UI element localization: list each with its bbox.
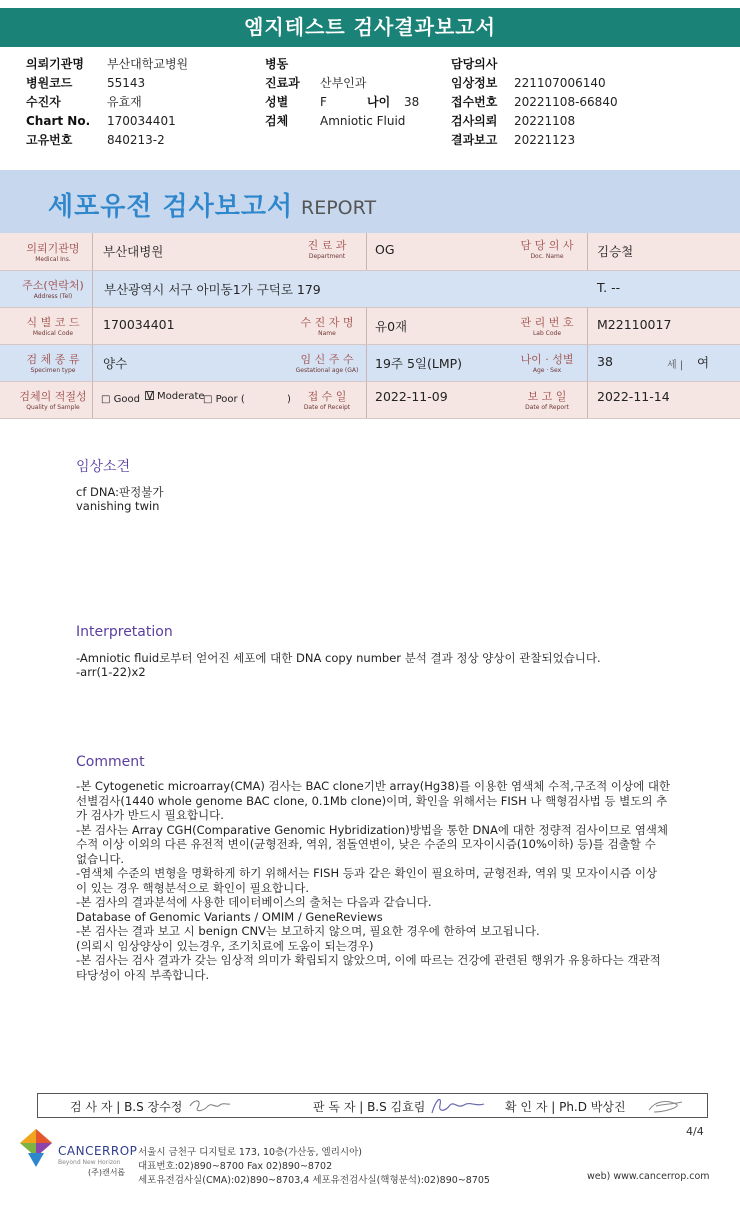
header-label: 진료과 (265, 76, 300, 90)
report-title: 세포유전 검사보고서 (48, 192, 294, 222)
header-label: 병동 (265, 57, 289, 71)
info-value-gestational-age: 19주 5일(LMP) (375, 356, 463, 371)
quality-moderate-check-mark: V (146, 389, 154, 402)
comment-line: -본 검사는 검사 결과가 갖는 임상적 의미가 확립되지 않았으며, 이에 따르는 건강에 관련된 행위가 유용하다는 객관적 (76, 953, 661, 967)
label-ko: 수 진 자 명 (300, 316, 354, 329)
quality-moderate-checkbox[interactable] (145, 391, 205, 402)
header-value: 55143 (107, 76, 146, 90)
clinical-findings-title: 임상소견 (76, 459, 131, 475)
header-value: 산부인과 (320, 76, 367, 90)
info-row-quality (0, 382, 740, 419)
header-value: 840213-2 (107, 133, 165, 147)
header-row-patient (26, 93, 188, 112)
info-value-tel: T. -- (597, 280, 621, 295)
header-value: F (320, 95, 327, 109)
header-label: 접수번호 (451, 95, 498, 109)
label-en: Address (Tel) (33, 293, 73, 300)
header-value: 170034401 (107, 114, 176, 128)
info-value-age-unit: 세 | (667, 360, 684, 371)
header-row-unique-no (26, 131, 188, 150)
header-value: 부산대학교병원 (107, 57, 189, 71)
label-ko: 검 체 종 류 (26, 353, 80, 366)
info-label-lab-code (508, 316, 586, 338)
footer-labs: 세포유전검사실(CMA):02)890~8703,4 세포유전검사실(핵형분석):02)890~8705 (138, 1175, 490, 1186)
header-label: 검사의뢰 (451, 114, 498, 128)
clinical-line: vanishing twin (76, 499, 160, 513)
header-value-age: 38 (404, 95, 420, 109)
clinical-line: cf DNA:판정불가 (76, 485, 164, 499)
info-value-specimen: 양수 (103, 356, 128, 371)
info-label-medical-code (14, 316, 92, 338)
header-label: 검체 (265, 114, 289, 128)
info-value-medical-code: 170034401 (103, 317, 175, 332)
header-value: 20221108-66840 (514, 95, 618, 109)
divider (92, 308, 93, 344)
info-value-lab-code: M22110017 (597, 317, 672, 332)
comment-title: Comment (76, 754, 145, 770)
info-label-quality (14, 390, 92, 412)
comment-line: 가 검사가 반드시 필요합니다. (76, 808, 224, 822)
divider (366, 345, 367, 381)
label-ko: 식 별 코 드 (26, 316, 80, 329)
quality-poor-checkbox[interactable]: □ Poor ( (203, 394, 245, 405)
header-value: 221107006140 (514, 76, 606, 90)
header-label: 병원코드 (26, 76, 73, 90)
signature-confirmer: 확 인 자 | Ph.D 박상진 (505, 1100, 626, 1114)
info-row-institution (0, 233, 740, 271)
footer-address: 서울시 금천구 디지털로 173, 10층(가산동, 엘리시아) (138, 1147, 362, 1158)
comment-line: -본 Cytogenetic microarray(CMA) 검사는 BAC clone기반 array(Hg38)를 이용한 염색체 수적,구조적 이상에 대한 (76, 779, 671, 793)
header-row-sex-age (265, 93, 419, 112)
divider (366, 382, 367, 418)
header-column-3 (451, 55, 618, 150)
header-row-institution (26, 55, 188, 74)
info-row-codes (0, 308, 740, 345)
divider (587, 308, 588, 344)
info-label-doctor (508, 239, 586, 261)
divider (366, 308, 367, 344)
label-ko: 검체의 적절성 (19, 390, 87, 403)
comment-line: (의뢰시 임상양상이 있는경우, 조기치료에 도움이 되는경우) (76, 938, 374, 953)
label-ko: 나이 · 성별 (520, 353, 574, 366)
info-label-age-sex (508, 353, 586, 375)
divider (92, 382, 93, 418)
footer-company: (주)캔서롭 (88, 1168, 126, 1177)
comment-line: -본 검사는 Array CGH(Comparative Genomic Hybridization)방법을 통한 DNA에 대한 정량적 검사이므로 염색체 (76, 822, 669, 837)
signature-tester: 검 사 자 | B.S 장수정 (70, 1100, 183, 1114)
header-row-hospital-code (26, 74, 188, 93)
comment-line: 없습니다. (76, 851, 125, 866)
label-en: Doc. Name (530, 253, 564, 260)
info-row-address (0, 271, 740, 308)
divider (92, 233, 93, 270)
info-label-gestational-age (288, 353, 366, 375)
header-value: Amniotic Fluid (320, 114, 406, 128)
interpretation-line: -Amniotic fluid로부터 얻어진 세포에 대한 DNA copy number 분석 결과 정상 양상이 관찰되었습니다. (76, 651, 601, 665)
label-en: Specimen type (30, 367, 76, 374)
label-en: Date of Receipt (303, 404, 351, 411)
info-value-name: 유0재 (375, 319, 408, 334)
header-row-department (265, 74, 419, 93)
comment-line: 선별검사(1440 whole genome BAC clone, 0.1Mb clone)이며, 확인을 위해서는 FISH 나 핵형검사법 등 별도의 추 (76, 793, 668, 808)
page-number: 4/4 (686, 1125, 704, 1138)
header-row-request-date (451, 112, 618, 131)
header-row-receipt-no (451, 93, 618, 112)
footer-logo-text: CANCERROP (58, 1144, 138, 1158)
signature-tester-handwriting-icon (188, 1097, 232, 1115)
header-row-chart-no (26, 112, 188, 131)
header-row-clinical-info (451, 74, 618, 93)
header-label: 성별 (265, 95, 289, 109)
label-en: Department (308, 253, 346, 260)
header-label: 담당의사 (451, 57, 498, 71)
label-ko: 담 당 의 사 (520, 239, 574, 252)
header-column-1 (26, 55, 188, 150)
header-label: Chart No. (26, 114, 91, 128)
info-value-doctor: 김승철 (597, 244, 634, 259)
comment-line: 타당성이 아직 부족합니다. (76, 967, 210, 982)
header-value: 20221108 (514, 114, 576, 128)
label-ko: 의뢰기관명 (26, 242, 80, 255)
info-row-specimen (0, 345, 740, 382)
info-label-report-date (508, 390, 586, 412)
label-en: Medical Code (32, 330, 74, 337)
comment-line: Database of Genomic Variants / OMIM / GeneReviews (76, 909, 383, 924)
header-label: 임상정보 (451, 76, 498, 90)
label-en: Age · Sex (532, 367, 562, 374)
label-en: Quality of Sample (26, 404, 80, 411)
comment-line: -염색체 수준의 변형을 명확하게 하기 위해서는 FISH 등과 같은 확인이 필요하며, 균형전좌, 역위 및 모자이시즘 이상 (76, 866, 658, 880)
interpretation-title: Interpretation (76, 624, 173, 640)
header-row-ward (265, 55, 419, 74)
info-label-address (14, 279, 92, 301)
label-en: Medical Ins. (35, 256, 71, 263)
report-banner-title: 엠지테스트 검사결과보고서 (0, 8, 740, 47)
info-value-report-date: 2022-11-14 (597, 389, 670, 404)
info-label-name (288, 316, 366, 338)
divider (366, 233, 367, 270)
info-label-institution (14, 242, 92, 264)
info-value-sex: 여 (697, 355, 710, 370)
cancerrop-logo-icon (18, 1127, 54, 1171)
label-en: Gestational age (GA) (295, 367, 359, 374)
label-en: Date of Report (525, 404, 569, 411)
info-label-department (288, 239, 366, 261)
header-label-age: 나이 (367, 95, 391, 109)
info-value-receipt-date: 2022-11-09 (375, 389, 448, 404)
comment-line: -본 검사의 결과분석에 사용한 데이터베이스의 출처는 다음과 같습니다. (76, 895, 432, 909)
header-row-doctor (451, 55, 618, 74)
signature-reader: 판 독 자 | B.S 김효림 (313, 1100, 426, 1114)
divider (587, 233, 588, 270)
header-label: 고유번호 (26, 133, 73, 147)
comment-line: -본 검사는 결과 보고 시 benign CNV는 보고하지 않으며, 필요한 경우에 한하여 보고됩니다. (76, 924, 540, 938)
header-row-specimen (265, 112, 419, 131)
info-value-institution: 부산대병원 (103, 244, 164, 259)
info-value-address: 부산광역시 서구 아미동1가 구덕로 179 (104, 282, 321, 297)
interpretation-line: -arr(1-22)x2 (76, 665, 146, 679)
divider (587, 345, 588, 381)
header-label: 결과보고 (451, 133, 498, 147)
label-ko: 진 료 과 (307, 239, 347, 252)
label-ko: 관 리 번 호 (520, 316, 574, 329)
info-value-department: OG (375, 242, 395, 257)
quality-moderate-label: Moderate (157, 391, 205, 402)
header-column-2 (265, 55, 419, 131)
label-en: Lab Code (532, 330, 562, 337)
comment-line: 이 있는 경우 핵형분석으로 확인이 필요합니다. (76, 880, 310, 895)
divider (92, 345, 93, 381)
divider (587, 382, 588, 418)
divider (92, 271, 93, 307)
label-en: Name (318, 330, 336, 337)
signature-reader-handwriting-icon (428, 1095, 488, 1117)
report-subtitle: REPORT (301, 197, 377, 219)
header-value: 유효재 (107, 95, 142, 109)
quality-good-checkbox[interactable]: □ Good (101, 394, 140, 405)
header-value: 20221123 (514, 133, 576, 147)
info-label-receipt-date (288, 390, 366, 412)
footer-tagline: Beyond New Horizon (58, 1159, 121, 1166)
label-ko: 접 수 일 (307, 390, 347, 403)
footer-phone: 대표번호:02)890~8700 Fax 02)890~8702 (138, 1161, 333, 1172)
label-ko: 임 신 주 수 (300, 353, 354, 366)
info-value-age: 38 (597, 354, 613, 369)
label-ko: 보 고 일 (527, 390, 567, 403)
footer-web-link[interactable]: web) www.cancerrop.com (587, 1171, 710, 1182)
info-label-specimen (14, 353, 92, 375)
header-label: 의뢰기관명 (26, 57, 84, 71)
signature-confirmer-handwriting-icon (646, 1096, 686, 1116)
header-row-report-date (451, 131, 618, 150)
quality-poor-close-paren: ) (287, 394, 291, 405)
header-label: 수진자 (26, 95, 61, 109)
label-ko: 주소(연락처) (22, 279, 84, 292)
signature-box (37, 1093, 708, 1118)
comment-line: 수적 이상 이외의 다른 유전적 변이(균형전좌, 역위, 점돌연변이, 낮은 수준의 모자이시즘(10%이하) 등)를 검출할 수 (76, 837, 656, 851)
